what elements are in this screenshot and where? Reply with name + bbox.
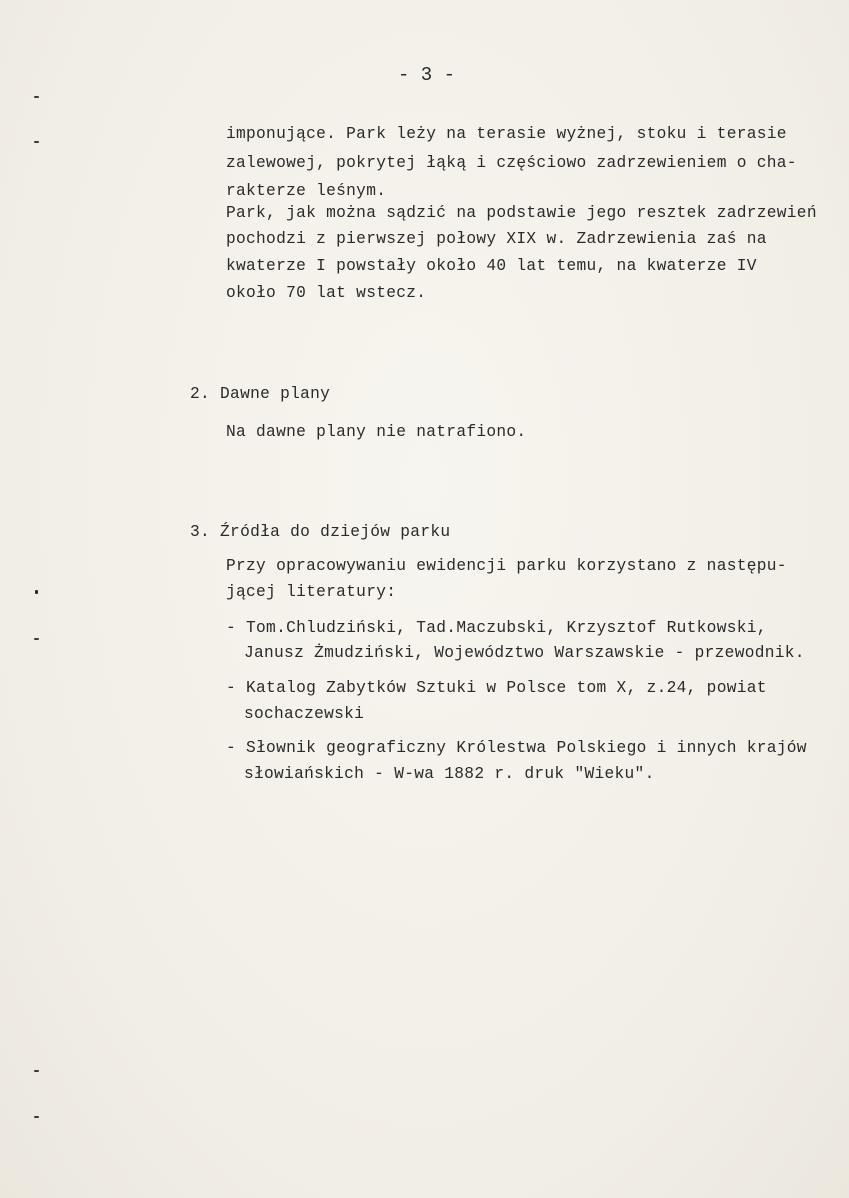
intro-line: Park, jak można sądzić na podstawie jego resztek zadrzewień [226, 204, 817, 222]
reference-item-continuation: sochaczewski [244, 705, 365, 723]
margin-mark [35, 590, 38, 594]
intro-line: rakterze leśnym. [226, 182, 387, 200]
section3-intro-line: jącej literatury: [226, 583, 397, 601]
reference-item-continuation: słowiańskich - W-wa 1882 r. druk "Wieku". [244, 765, 655, 783]
reference-item: - Katalog Zabytków Sztuki w Polsce tom X, z.24, powiat [226, 679, 767, 697]
intro-line: imponujące. Park leży na terasie wyżnej, stoku i terasie [226, 125, 787, 143]
margin-mark [34, 96, 39, 98]
reference-item: - Tom.Chludziński, Tad.Maczubski, Krzysztof Rutkowski, [226, 619, 767, 637]
margin-mark [34, 1116, 39, 1118]
section2-body: Na dawne plany nie natrafiono. [226, 423, 527, 441]
intro-line: około 70 lat wstecz. [226, 284, 427, 302]
margin-mark [34, 141, 39, 143]
section3-intro-line: Przy opracowywaniu ewidencji parku korzystano z następu- [226, 557, 787, 575]
reference-item: - Słownik geograficzny Królestwa Polskiego i innych krajów [226, 739, 807, 757]
margin-mark [34, 638, 39, 640]
page-number: - 3 - [398, 64, 456, 86]
reference-item-continuation: Janusz Żmudziński, Województwo Warszawskie - przewodnik. [244, 644, 805, 662]
section3-heading: 3. Źródła do dziejów parku [190, 523, 451, 541]
section2-heading: 2. Dawne plany [190, 385, 331, 403]
intro-line: zalewowej, pokrytej łąką i częściowo zadrzewieniem o cha- [226, 154, 797, 172]
intro-line: pochodzi z pierwszej połowy XIX w. Zadrzewienia zaś na [226, 230, 767, 248]
intro-line: kwaterze I powstały około 40 lat temu, na kwaterze IV [226, 257, 757, 275]
margin-mark [34, 1070, 39, 1072]
